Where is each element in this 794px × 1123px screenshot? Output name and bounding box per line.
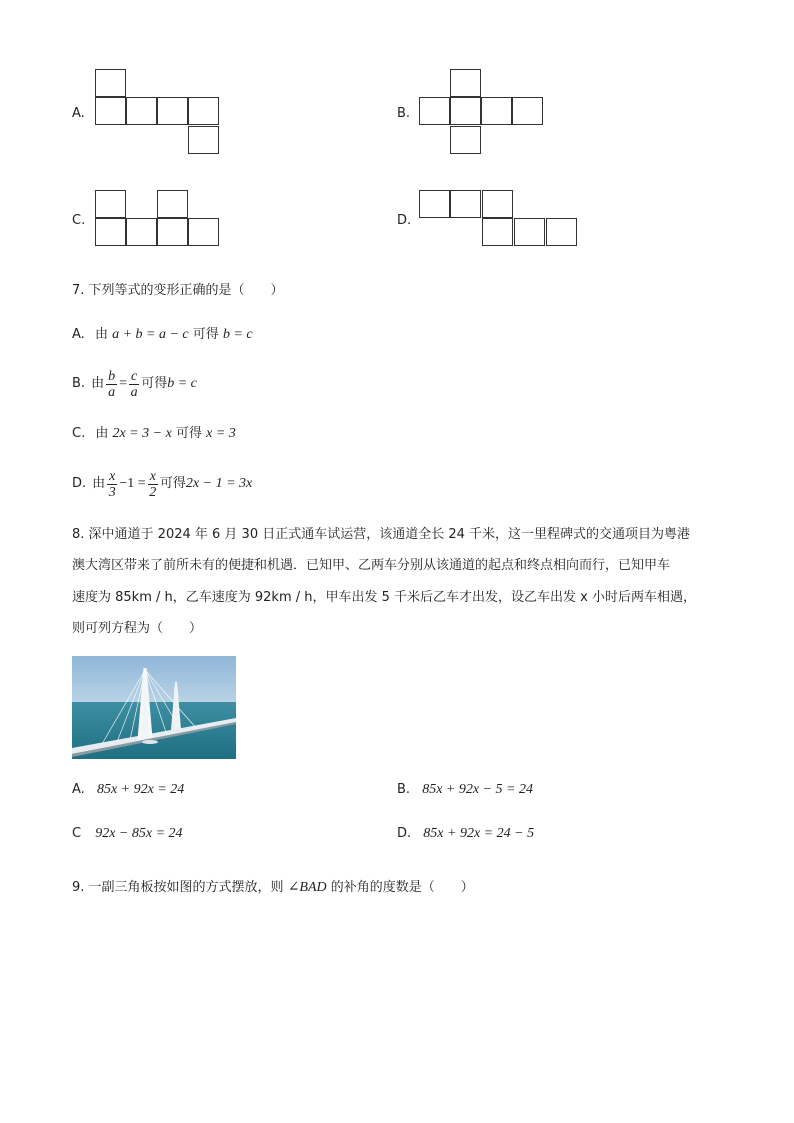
- q7-option-d[interactable]: [72, 464, 252, 504]
- result: 2x − 1 = 3x: [185, 476, 253, 491]
- denominator: a: [130, 384, 138, 400]
- then-word: 可得: [141, 376, 168, 391]
- q8-option-d[interactable]: [397, 826, 534, 842]
- equation: a + b = a − c: [112, 327, 189, 342]
- denominator: 3: [108, 484, 116, 500]
- q7-option-c[interactable]: [72, 426, 236, 442]
- q8-stem-line2: 澳大湾区带来了前所未有的便捷和机遇．已知甲、乙两车分别从该通道的起点和终点相向而行，已知甲车: [72, 558, 671, 573]
- option-label: B.: [397, 782, 411, 797]
- fraction-c-over-a: [129, 369, 139, 400]
- q7-option-b[interactable]: [72, 364, 197, 404]
- numerator: c: [130, 368, 138, 384]
- denominator: a: [108, 384, 116, 400]
- option-d-label[interactable]: D.: [397, 213, 412, 228]
- q9-stem: [72, 880, 474, 896]
- numerator: x: [149, 468, 156, 484]
- q9-stem-start: 9. 一副三角板按如图的方式摆放，则: [72, 880, 284, 895]
- minus-one-equals: −1 =: [119, 476, 146, 491]
- result: b = c: [167, 376, 197, 391]
- from-word: 由: [92, 476, 106, 491]
- option-label: A.: [72, 782, 85, 797]
- q8-option-a[interactable]: [72, 782, 184, 798]
- q8-stem-line1: 8. 深中通道于 2024 年 6 月 30 日正式通车试运营，该通道全长 24 千米，这一里程碑式的交通项目为粤港: [72, 527, 691, 542]
- from-word: 由: [94, 327, 108, 342]
- option-c-label[interactable]: C.: [72, 213, 86, 228]
- q9-stem-end: 的补角的度数是（ ）: [330, 880, 474, 895]
- then-word: 可得: [175, 426, 202, 441]
- from-word: 由: [91, 376, 105, 391]
- fraction-x-over-2: [148, 469, 158, 500]
- equals-sign: =: [119, 376, 127, 391]
- from-word: 由: [95, 426, 109, 441]
- numerator: x: [109, 468, 116, 484]
- then-word: 可得: [192, 327, 219, 342]
- option-label: A.: [72, 327, 85, 342]
- fraction-x-over-3: [107, 469, 117, 500]
- q8-stem-line4: 则可列方程为（ ）: [72, 621, 203, 636]
- then-word: 可得: [159, 476, 186, 491]
- option-b-label[interactable]: B.: [397, 106, 411, 121]
- q7-stem: 7. 下列等式的变形正确的是（ ）: [72, 283, 284, 298]
- option-label: B.: [72, 376, 86, 391]
- q7-option-a[interactable]: [72, 327, 253, 343]
- equation: 2x = 3 − x: [112, 426, 172, 441]
- numerator: b: [108, 368, 116, 384]
- option-label: D.: [397, 826, 412, 841]
- result: x = 3: [206, 426, 236, 441]
- q8-option-c[interactable]: [72, 826, 183, 842]
- equation: 85x + 92x − 5 = 24: [422, 782, 533, 797]
- option-a-label[interactable]: A.: [72, 106, 85, 121]
- option-label: C.: [72, 426, 86, 441]
- option-label: D.: [72, 476, 87, 491]
- equation: 92x − 85x = 24: [95, 826, 183, 841]
- result: b = c: [222, 327, 253, 342]
- denominator: 2: [149, 484, 157, 500]
- angle-bad: ∠BAD: [287, 880, 327, 895]
- q8-stem-line3: 速度为 85km / h，乙车速度为 92km / h，甲车出发 5 千米后乙车才出发，设乙车出发 x 小时后两车相遇，: [72, 590, 696, 605]
- option-label: C: [72, 826, 82, 841]
- fraction-b-over-a: [106, 369, 117, 400]
- q8-option-b[interactable]: [397, 782, 533, 798]
- equation: 85x + 92x = 24 − 5: [423, 826, 535, 841]
- equation: 85x + 92x = 24: [96, 782, 185, 797]
- bridge-photo: [72, 656, 236, 759]
